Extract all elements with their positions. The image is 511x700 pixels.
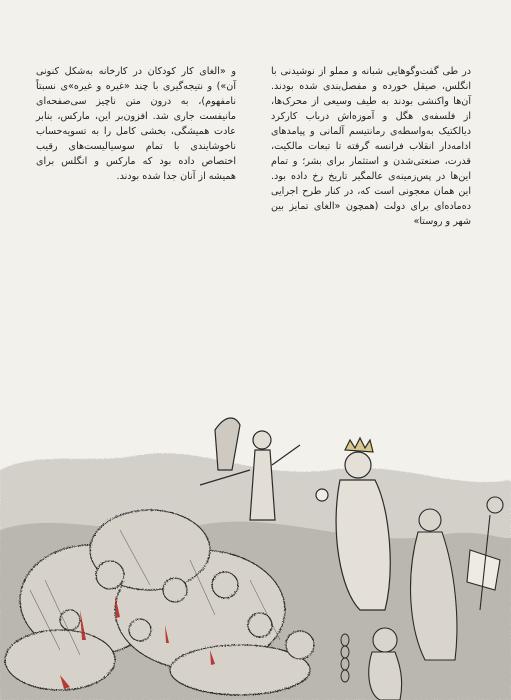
satirical-illustration xyxy=(0,410,511,700)
paragraph-left: و «الغای کار کودکان در کارخانه به‌شکل کنونی آن») و نتیجه‌گیری با چند «غیره و غیره»ی نسبتاً نامفهوم)، به درون متن ناچیز سی‌صفحه‌ای مانیفست جاری شد. افزون‌بر این، مارکس، بنابر عادت همیشگی، بخشی کامل را به تسویه‌حساب ناخوشایندی با تمام سوسیالیست‌های رقیب اختصاص داده بود که مارکس و انگلس برای همیشه از آنان جدا شده بودند. xyxy=(36,66,236,182)
paragraph-right: در طی گفت‌وگوهایی شبانه و مملو از نوشیدنی با انگلس، صیقل خورده و مفصل‌بندی شده بودند. آن‌ها واکنشی بودند به طیف وسیعی از محرک‌ها، از فلسفه‌ی هگل و آموزه‌اش درباب کارکرد دیالکتیک به‌واسطه‌ی رمانتیسم آلمانی و پیامدهای ادامه‌دار انقلاب فرانسه گرفته تا تبعات مالکیت، قدرت، صنعتی‌شدن و استثمار برای بشر؛ و تمام این‌ها در پس‌زمینه‌ی عالمگیر تاریخ رخ داده بود. این همان معجونی است که، در کنار طرح اجرایی ده‌ماده‌ای برای دولت (همچون «الغای تمایز بین شهر و روستا» xyxy=(271,66,471,227)
text-column-right xyxy=(271,64,471,229)
text-column-left xyxy=(36,64,236,184)
illustration-drawing xyxy=(0,410,511,700)
